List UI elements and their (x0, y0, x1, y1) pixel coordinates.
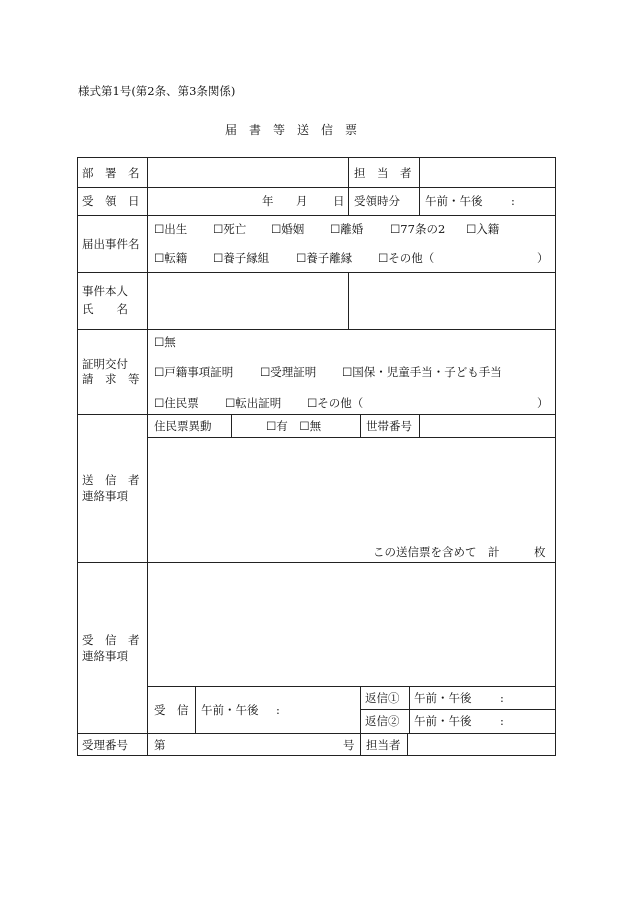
date-year-label: 年 (262, 194, 274, 208)
received-time-label: 受領時分 (354, 194, 400, 208)
event-other-close-paren: ） (537, 251, 549, 265)
date-month-label: 月 (296, 194, 308, 208)
received-time-colon: : (511, 194, 515, 208)
certificate-checkbox-none[interactable]: ☐無 (154, 335, 176, 349)
receiver-label-line2: 連絡事項 (82, 649, 128, 663)
event-checkbox-birth[interactable]: ☐出生 (154, 222, 188, 236)
reply1-ampm[interactable]: 午前・午後 (414, 691, 472, 705)
household-number-label: 世帯番号 (366, 419, 412, 433)
sender-label-line2: 連絡事項 (82, 489, 128, 503)
event-checkbox-entry[interactable]: ☐入籍 (466, 222, 500, 236)
receipt-time-colon: : (276, 703, 280, 717)
certificate-checkbox-insurance[interactable]: ☐国保・児童手当・子ども手当 (342, 365, 502, 379)
certificate-checkbox-moveout[interactable]: ☐転出証明 (225, 396, 282, 410)
certificate-label-line1: 証明交付 (82, 357, 128, 371)
receipt-label: 受 信 (154, 703, 189, 717)
page-count-text: この送信票を含めて 計 枚 (373, 545, 546, 559)
event-checkbox-dissolution[interactable]: ☐養子離縁 (296, 251, 353, 265)
form-number: 様式第1号(第2条、第3条関係) (78, 84, 236, 98)
receiver-notes-field[interactable] (148, 563, 555, 686)
department-label: 部 署 名 (82, 166, 140, 180)
reply1-label: 返信① (365, 691, 400, 705)
certificate-checkbox-resident[interactable]: ☐住民票 (154, 396, 199, 410)
subject-label-line2: 氏 名 (82, 302, 128, 316)
person-in-charge-label: 担 当 者 (354, 166, 412, 180)
received-ampm[interactable]: 午前・午後 (425, 194, 483, 208)
event-checkbox-divorce[interactable]: ☐離婚 (330, 222, 364, 236)
acceptance-staff-label: 担当者 (366, 738, 401, 752)
household-number-field[interactable] (420, 415, 555, 437)
reply2-colon: : (500, 714, 504, 728)
acceptance-staff-field[interactable] (408, 734, 555, 754)
resident-change-label: 住民票異動 (154, 419, 212, 433)
subject-label-line1: 事件本人 (82, 284, 128, 298)
event-checkbox-article77[interactable]: ☐77条の2 (390, 222, 446, 236)
event-checkbox-other[interactable]: ☐その他（ (378, 251, 435, 265)
subject-name-field-1[interactable] (148, 273, 348, 329)
certificate-checkbox-acceptance[interactable]: ☐受理証明 (260, 365, 317, 379)
reply2-label: 返信② (365, 714, 400, 728)
department-field[interactable] (148, 158, 348, 187)
acceptance-number-field[interactable] (168, 734, 338, 754)
received-date-label: 受 領 日 (82, 194, 140, 208)
reply1-colon: : (500, 691, 504, 705)
form-title: 届 書 等 送 信 票 (225, 123, 358, 137)
receipt-ampm[interactable]: 午前・午後 (201, 703, 259, 717)
event-checkbox-transfer[interactable]: ☐転籍 (154, 251, 188, 265)
subject-name-field-2[interactable] (349, 273, 555, 329)
certificate-other-close-paren: ） (537, 396, 549, 410)
event-checkbox-adoption[interactable]: ☐養子縁組 (213, 251, 270, 265)
person-in-charge-field[interactable] (420, 158, 555, 187)
event-checkbox-marriage[interactable]: ☐婚姻 (271, 222, 305, 236)
acceptance-number-label: 受理番号 (82, 738, 128, 752)
date-day-label: 日 (333, 194, 345, 208)
certificate-checkbox-other[interactable]: ☐その他（ (307, 396, 364, 410)
event-checkbox-death[interactable]: ☐死亡 (213, 222, 247, 236)
certificate-checkbox-family-register[interactable]: ☐戸籍事項証明 (154, 365, 234, 379)
resident-change-options[interactable]: ☐有 ☐無 (266, 419, 322, 433)
sender-label-line1: 送 信 者 (82, 473, 140, 487)
acceptance-go: 号 (343, 738, 355, 752)
certificate-label-line2: 請 求 等 (82, 372, 140, 386)
acceptance-dai: 第 (154, 738, 166, 752)
receiver-label-line1: 受 信 者 (82, 633, 140, 647)
reply2-ampm[interactable]: 午前・午後 (414, 714, 472, 728)
event-name-label: 届出事件名 (82, 237, 140, 251)
sender-notes-field[interactable] (148, 438, 555, 538)
